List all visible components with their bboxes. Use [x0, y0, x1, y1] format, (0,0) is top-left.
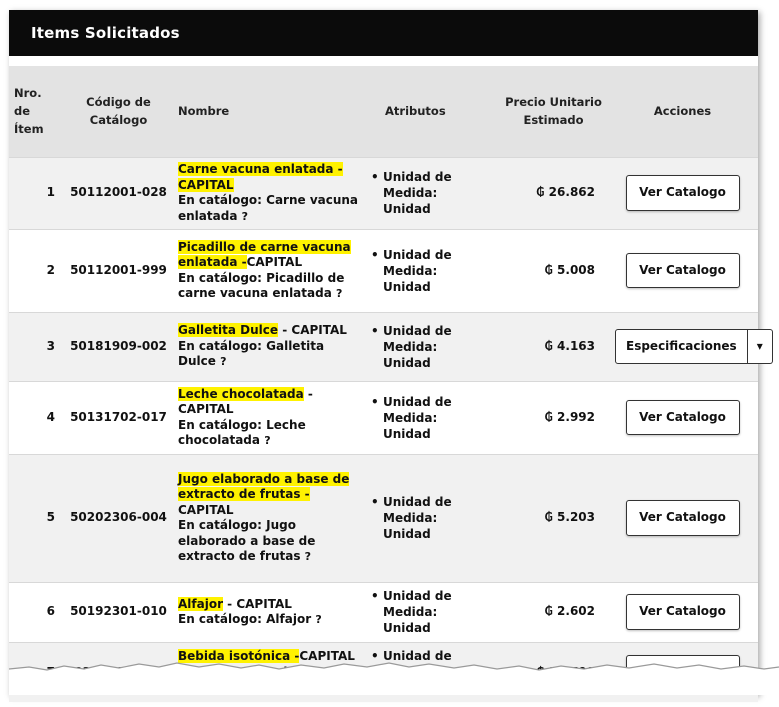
item-name-rest: - CAPITAL: [223, 596, 292, 611]
item-number: 3: [46, 338, 55, 353]
header-nro: Nro. de Ítem: [14, 86, 44, 137]
torn-edge: [9, 655, 779, 695]
attribute-item: [369, 394, 500, 442]
attr-unidad-de: Unidad de: [383, 495, 452, 509]
actions-cell: [607, 229, 758, 312]
attr-value: Unidad: [383, 621, 431, 635]
attr-unidad-de: Unidad de: [383, 649, 452, 664]
attr-medida: Medida:: [383, 605, 438, 619]
attributes-list: [369, 588, 500, 636]
items-table: [9, 66, 763, 702]
attr-value: Unidad: [383, 202, 431, 216]
help-icon[interactable]: ?: [335, 287, 343, 300]
attr-medida: Medida:: [383, 263, 438, 278]
help-icon[interactable]: ?: [264, 434, 271, 447]
header-acciones: Acciones: [653, 104, 712, 119]
catalog-name: En catálogo: Galletita Dulce: [178, 338, 325, 369]
attr-value: Unidad: [383, 426, 431, 441]
ver-catalogo-button[interactable]: Ver Catalogo: [626, 253, 740, 289]
especificaciones-button[interactable]: Especificaciones: [615, 329, 748, 365]
item-number: 6: [46, 604, 55, 619]
attr-unidad-de: Unidad de: [383, 170, 452, 184]
attr-medida: Medida:: [383, 186, 438, 200]
attributes-cell: [369, 157, 500, 229]
spacer: [9, 56, 758, 66]
attributes-list: [369, 169, 500, 217]
unit-price: ₲ 5.203: [544, 510, 595, 525]
unit-price: ₲ 2.992: [544, 409, 595, 424]
item-name-cell: [176, 582, 369, 642]
ver-catalogo-button[interactable]: Ver Catalogo: [626, 175, 740, 211]
item-number: 5: [46, 510, 55, 525]
item-number: 2: [46, 262, 55, 277]
actions-cell: [607, 582, 758, 642]
item-name-highlight: Leche chocolatada: [178, 386, 304, 401]
catalog-name: En catálogo: Picadillo de carne vacuna enlatada: [178, 270, 345, 300]
catalog-code: 50131702-017: [70, 409, 167, 424]
item-name-rest: - CAPITAL: [178, 386, 313, 416]
catalog-name: En catálogo: Jugo elaborado a base de extracto de frutas: [178, 518, 316, 563]
attribute-item: [369, 588, 500, 636]
table-row: [9, 229, 758, 312]
attribute-item: [369, 247, 500, 295]
actions-cell: [607, 312, 763, 381]
item-name-cell: [176, 229, 369, 312]
item-name-cell: [176, 312, 369, 381]
attr-unidad-de: Unidad de: [383, 323, 452, 338]
catalog-name: En catálogo: Carne vacuna enlatada: [178, 193, 359, 223]
items-panel: [9, 10, 763, 695]
table-row: [9, 454, 758, 582]
attr-value: Unidad: [383, 527, 431, 541]
ver-catalogo-button[interactable]: Ver Catalogo: [626, 500, 740, 536]
attributes-list: [369, 323, 500, 371]
item-name-highlight: Jugo elaborado a base de extracto de frutas -: [178, 471, 350, 501]
item-name-rest: CAPITAL: [246, 255, 303, 269]
help-icon[interactable]: ?: [304, 550, 312, 563]
unit-price: ₲ 4.163: [544, 338, 595, 353]
attributes-cell: [369, 582, 500, 642]
attributes-list: [369, 247, 500, 295]
attr-unidad-de: Unidad de: [383, 247, 452, 262]
ver-catalogo-button[interactable]: Ver Catalogo: [626, 400, 740, 436]
actions-cell: [607, 157, 758, 229]
attribute-item: [369, 169, 500, 217]
attribute-item: [369, 323, 500, 371]
header-nombre: Nombre: [178, 104, 230, 119]
table-header-row: [9, 66, 758, 157]
attr-medida: Medida:: [383, 511, 438, 525]
ver-catalogo-button[interactable]: Ver Catalogo: [626, 594, 740, 630]
item-number: 4: [46, 409, 55, 424]
item-number: 1: [46, 185, 55, 200]
attr-value: Unidad: [383, 355, 431, 370]
attribute-item: [369, 494, 500, 542]
item-name-cell: [176, 381, 369, 454]
catalog-code: 50181909-002: [70, 338, 167, 353]
unit-price: ₲ 5.008: [544, 262, 595, 277]
item-name-highlight: Bebida isotónica -: [178, 649, 300, 663]
item-name-highlight: Carne vacuna enlatada - CAPITAL: [178, 162, 343, 192]
help-icon[interactable]: ?: [315, 613, 322, 626]
attr-medida: Medida:: [383, 410, 438, 425]
actions-cell: [607, 454, 758, 582]
help-icon[interactable]: ?: [220, 355, 227, 369]
item-name-highlight: Picadillo de carne vacuna enlatada -: [178, 239, 351, 269]
specs-button-group: [615, 329, 773, 365]
panel-title: Items Solicitados: [9, 10, 758, 56]
item-name-rest: CAPITAL: [299, 649, 355, 663]
header-precio: Precio Unitario Estimado: [505, 95, 602, 128]
table-row: [9, 312, 758, 381]
catalog-code: 50202306-004: [70, 510, 167, 525]
catalog-code: 50112001-999: [70, 262, 167, 277]
item-name-highlight: Galletita Dulce: [178, 323, 279, 338]
help-icon[interactable]: ?: [241, 209, 248, 223]
unit-price: ₲ 26.862: [536, 185, 595, 200]
table-row: [9, 582, 758, 642]
dropdown-caret-icon[interactable]: ▾: [748, 329, 773, 365]
item-name-cell: [176, 454, 369, 582]
catalog-name: En catálogo: Leche chocolatada: [178, 417, 306, 447]
item-name-highlight: Alfajor: [178, 596, 223, 611]
attributes-cell: [369, 454, 500, 582]
table-row: [9, 381, 758, 454]
attributes-cell: [369, 381, 500, 454]
attr-medida: Medida:: [383, 339, 438, 354]
item-name-cell: [176, 157, 369, 229]
catalog-code: 50112001-028: [70, 185, 167, 200]
attr-unidad-de: Unidad de: [383, 394, 452, 409]
catalog-code: 50192301-010: [70, 604, 167, 619]
catalog-name: En catálogo: Alfajor: [178, 612, 312, 626]
attr-value: Unidad: [383, 279, 431, 294]
unit-price: ₲ 2.602: [544, 604, 595, 619]
attr-unidad-de: Unidad de: [383, 589, 452, 603]
attributes-list: [369, 394, 500, 442]
table-row: [9, 157, 758, 229]
header-atributos: Atributos: [385, 104, 446, 119]
item-name-rest: CAPITAL: [178, 502, 234, 517]
attributes-cell: [369, 312, 500, 381]
item-name-rest: - CAPITAL: [278, 323, 347, 338]
attributes-list: [369, 494, 500, 542]
actions-cell: [607, 381, 758, 454]
attributes-cell: [369, 229, 500, 312]
header-codigo: Código de Catálogo: [86, 95, 151, 128]
